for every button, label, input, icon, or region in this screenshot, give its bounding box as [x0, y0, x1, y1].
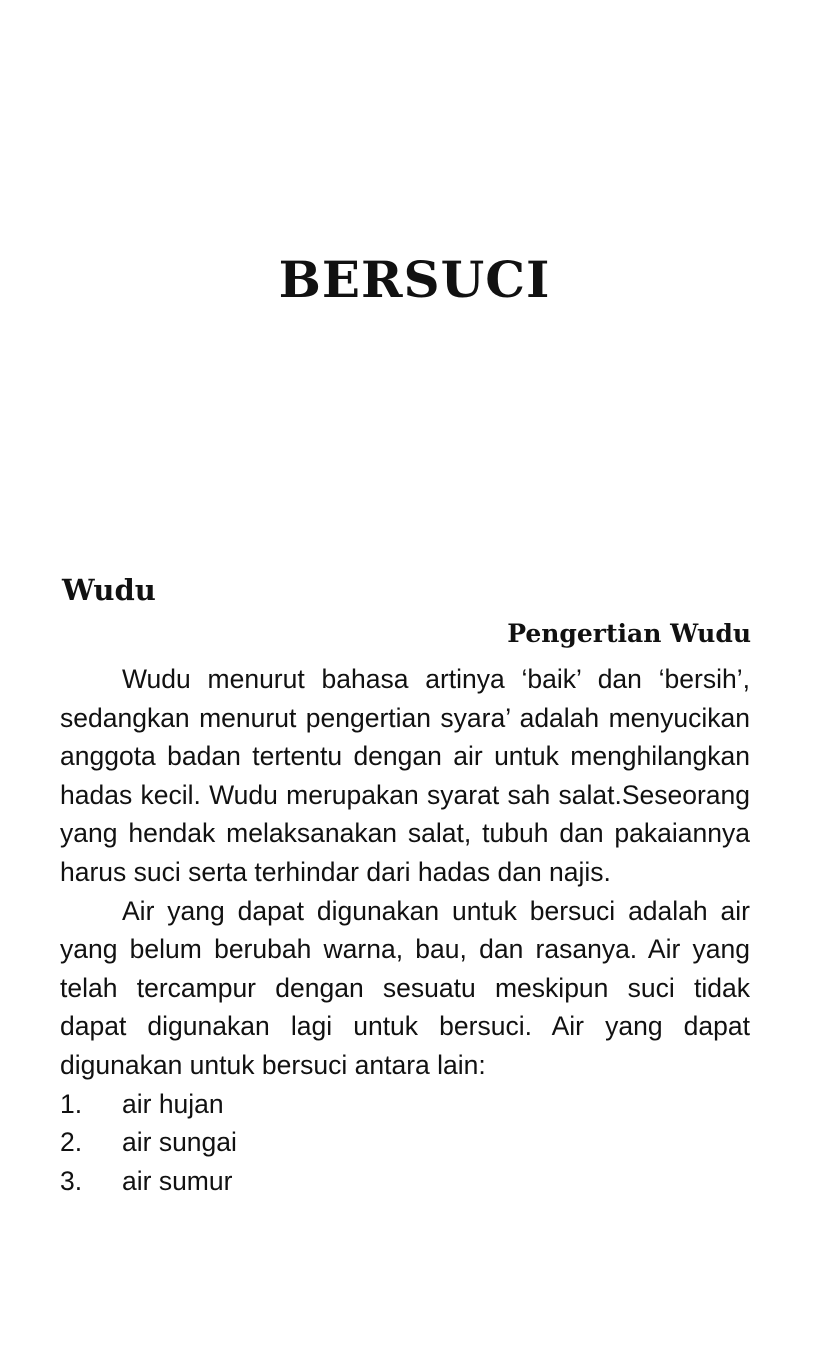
chapter-title: BERSUCI	[278, 250, 551, 309]
paragraph: Wudu menurut bahasa artinya ‘baik’ dan ‘bersih’, sedangkan menurut pengertian syara’ adalah menyucikan anggota badan tertentu dengan air untuk menghilangkan hadas kecil. Wudu merupakan syarat sah salat.Seseorang yang hendak melaksanakan salat, tubuh dan pakaiannya harus suci serta terhindar dari hadas dan najis.	[60, 664, 750, 887]
list-item-number: 1.	[60, 1088, 83, 1119]
list-item-number: 3.	[60, 1165, 83, 1196]
list-item-text: air sumur	[122, 1165, 233, 1196]
section-title: Wudu	[62, 573, 156, 607]
list-item	[60, 1162, 750, 1201]
list-item-number: 2.	[60, 1127, 83, 1158]
list-item-text: air sungai	[122, 1127, 237, 1158]
subsection-title: Pengertian Wudu	[507, 619, 751, 648]
list-item-text: air hujan	[122, 1088, 224, 1119]
list-item	[60, 1085, 750, 1124]
section-body	[60, 660, 750, 1200]
list-item	[60, 1123, 750, 1162]
water-types-list	[60, 1085, 750, 1201]
paragraph: Air yang dapat digunakan untuk bersuci adalah air yang belum berubah warna, bau, dan rasanya. Air yang telah tercampur dengan sesuatu meskipun suci tidak dapat digunakan lagi untuk bersuci. Air yang dapat digunakan untuk bersuci antara lain:	[60, 895, 750, 1080]
